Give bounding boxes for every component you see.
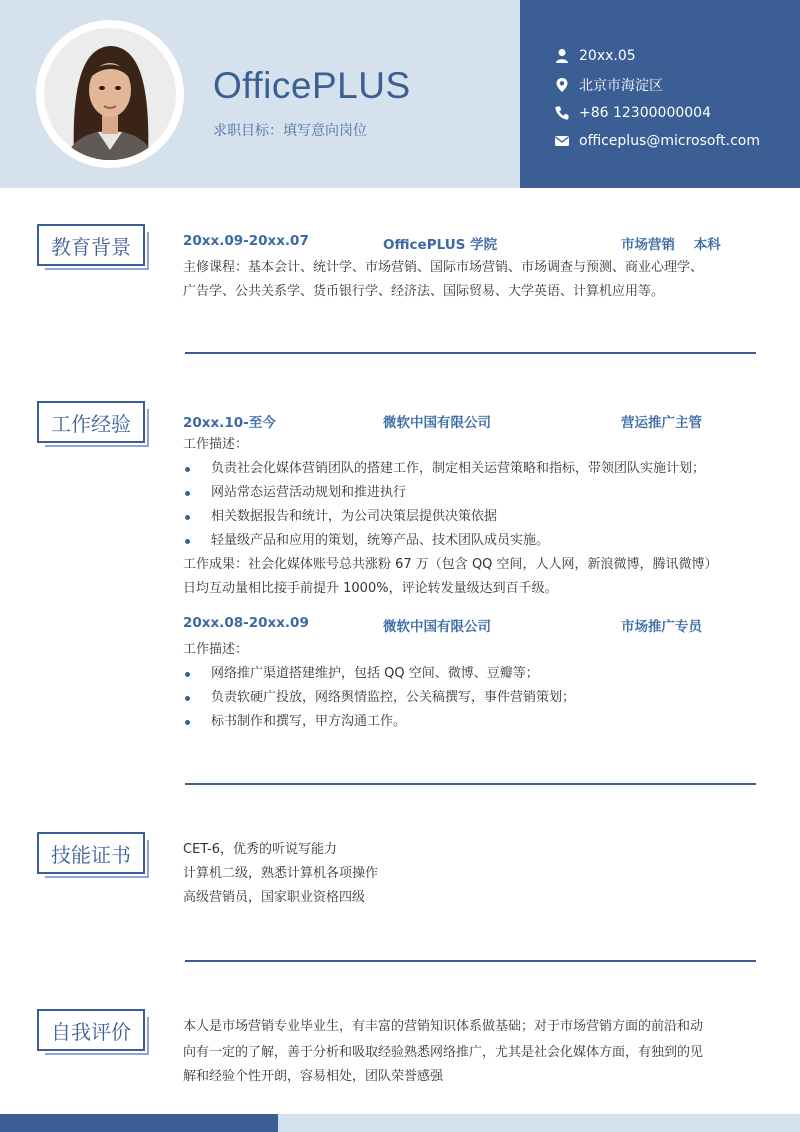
education-header bbox=[183, 233, 743, 253]
skill-item: CET-6，优秀的听说写能力 bbox=[183, 842, 338, 857]
contact-phone bbox=[554, 103, 711, 123]
section-label-self-eval: 自我评价 bbox=[37, 1009, 145, 1051]
section-label-education: 教育背景 bbox=[37, 224, 145, 266]
job-title: 市场推广专员 bbox=[621, 619, 702, 635]
phone-text: +86 12300000004 bbox=[579, 105, 711, 121]
user-icon bbox=[554, 48, 570, 64]
location-text: 北京市海淀区 bbox=[579, 78, 663, 94]
self-eval-line: 解和经验个性开朗，容易相处，团队荣誉感强 bbox=[183, 1069, 444, 1084]
email-text: officeplus@microsoft.com bbox=[579, 133, 760, 149]
education-school: OfficePLUS 学院 bbox=[383, 237, 498, 253]
job-result-line: 工作成果：社会化媒体账号总共涨粉 67 万（包含 QQ 空间，人人网，新浪微博，腾讯微博） bbox=[183, 557, 718, 572]
job-title: 营运推广主管 bbox=[621, 415, 702, 431]
job-result-line: 日均互动量相比接手前提升 1000%，评论转发量级达到百千级。 bbox=[183, 581, 558, 596]
self-eval-line: 本人是市场营销专业毕业生，有丰富的营销知识体系做基础；对于市场营销方面的前沿和动 bbox=[183, 1019, 704, 1034]
job-bullet: 网站常态运营活动规划和推进执行 bbox=[183, 481, 758, 505]
job-period: 20xx.08-20xx.09 bbox=[183, 615, 309, 631]
education-major: 市场营销 本科 bbox=[621, 237, 721, 253]
job-desc-label: 工作描述： bbox=[183, 437, 249, 452]
job-bullet: 相关数据报告和统计，为公司决策层提供决策依据 bbox=[183, 505, 758, 529]
mail-icon bbox=[554, 133, 570, 149]
job-objective: 求职目标：填写意向岗位 bbox=[213, 123, 367, 139]
footer-bar-dark bbox=[0, 1114, 278, 1132]
section-label-work: 工作经验 bbox=[37, 401, 145, 443]
job-bullet: 负责软硬广投放，网络舆情监控，公关稿撰写，事件营销策划； bbox=[183, 686, 758, 710]
skill-item: 计算机二级，熟悉计算机各项操作 bbox=[183, 866, 379, 881]
phone-icon bbox=[554, 105, 570, 121]
footer-bar-light bbox=[278, 1114, 800, 1132]
contact-birth bbox=[554, 46, 636, 66]
candidate-name: OfficePLUS bbox=[213, 65, 411, 106]
job-company: 微软中国有限公司 bbox=[383, 415, 491, 431]
location-pin-icon bbox=[554, 77, 570, 93]
birth-text: 20xx.05 bbox=[579, 48, 636, 64]
job-company: 微软中国有限公司 bbox=[383, 619, 491, 635]
job-bullet: 轻量级产品和应用的策划，统筹产品、技术团队成员实施。 bbox=[183, 529, 758, 553]
skill-item: 高级营销员，国家职业资格四级 bbox=[183, 890, 366, 905]
job-header bbox=[183, 615, 743, 635]
job-bullet: 网络推广渠道搭建维护，包括 QQ 空间、微博、豆瓣等； bbox=[183, 662, 758, 686]
job-bullet: 负责社会化媒体营销团队的搭建工作，制定相关运营策略和指标，带领团队实施计划； bbox=[183, 457, 758, 481]
contact-location bbox=[554, 75, 663, 95]
education-courses-line: 广告学、公共关系学、货币银行学、经济法、国际贸易、大学英语、计算机应用等。 bbox=[183, 284, 665, 299]
avatar bbox=[44, 28, 176, 160]
job-period: 20xx.10-至今 bbox=[183, 415, 276, 431]
education-period: 20xx.09-20xx.07 bbox=[183, 233, 309, 249]
section-divider bbox=[185, 352, 756, 354]
section-label-skills: 技能证书 bbox=[37, 832, 145, 874]
job-header bbox=[183, 411, 743, 431]
contact-email bbox=[554, 131, 760, 151]
job-desc-label: 工作描述： bbox=[183, 642, 249, 657]
section-divider bbox=[185, 960, 756, 962]
job-bullet: 标书制作和撰写，甲方沟通工作。 bbox=[183, 710, 758, 734]
self-eval-line: 向有一定的了解，善于分析和吸取经验熟悉网络推广，尤其是社会化媒体方面，有独到的见 bbox=[183, 1045, 704, 1060]
education-courses-line: 主修课程：基本会计、统计学、市场营销、国际市场营销、市场调查与预测、商业心理学、 bbox=[183, 260, 704, 275]
section-divider bbox=[185, 783, 756, 785]
